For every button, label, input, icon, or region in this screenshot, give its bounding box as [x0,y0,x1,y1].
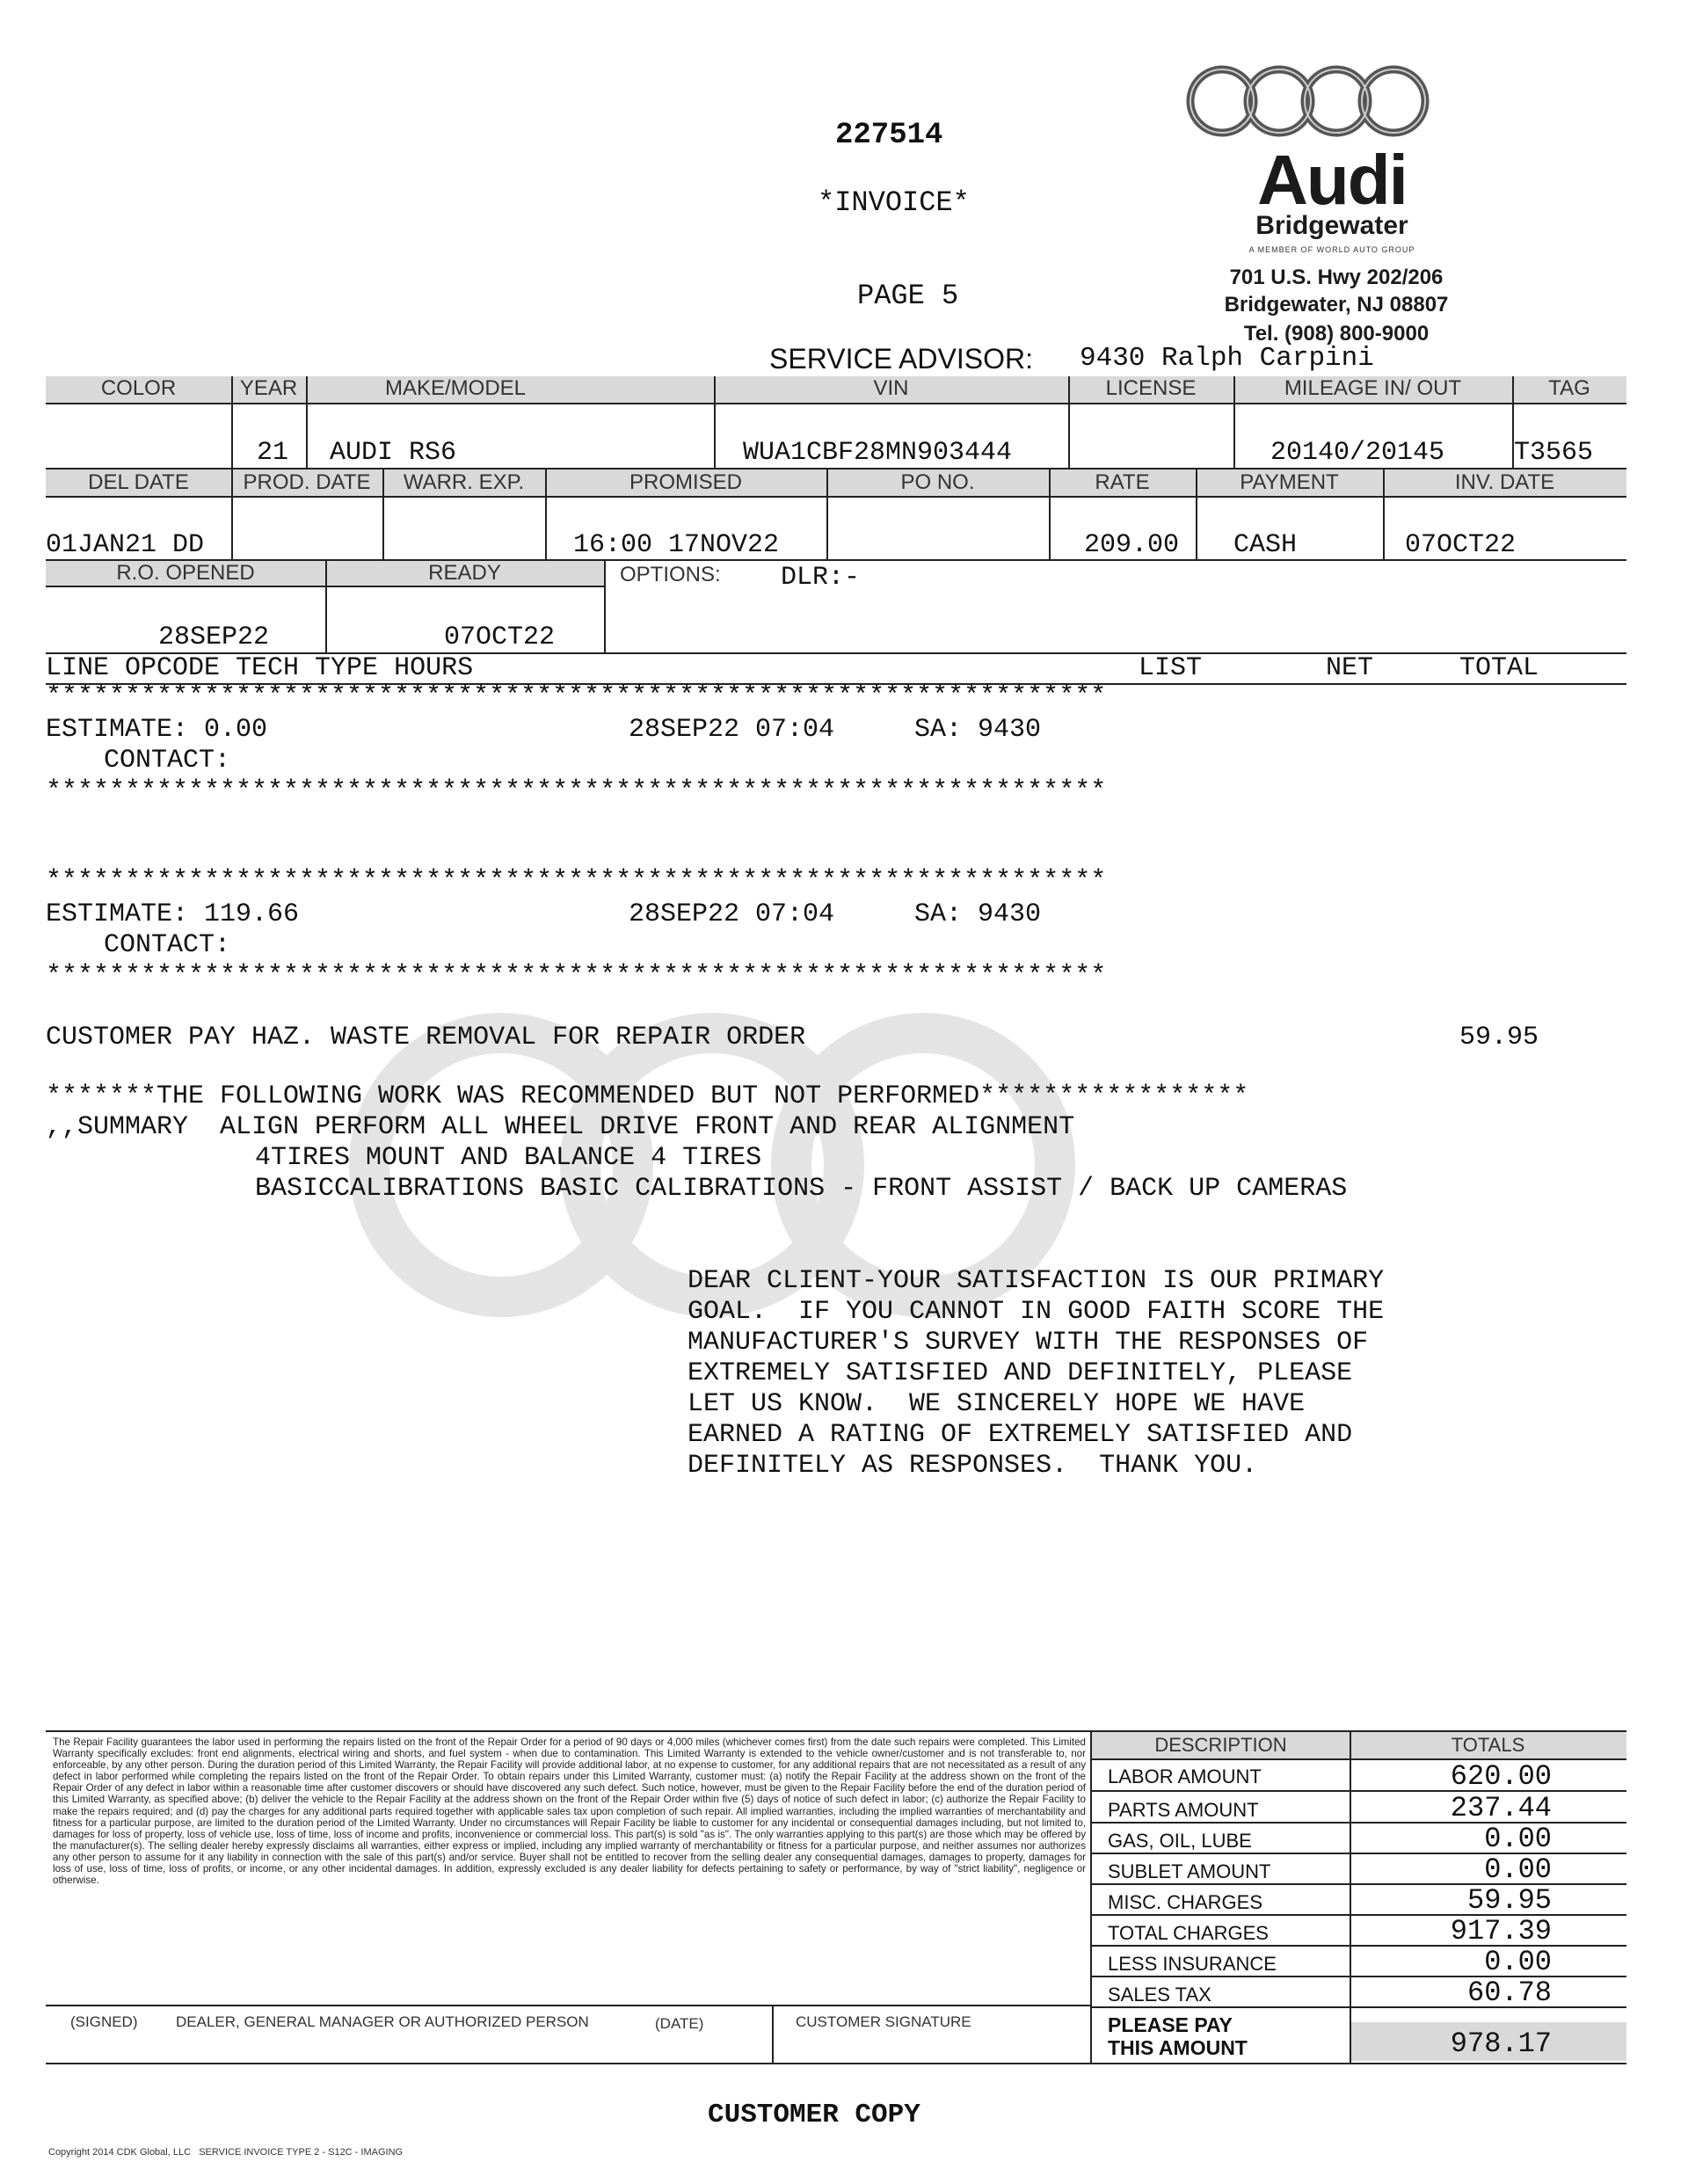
invoice-title: *INVOICE* [818,186,970,219]
estimate1-label: ESTIMATE: 0.00 [46,715,268,745]
header-year: YEAR [239,376,298,400]
page-number: PAGE 5 [857,280,959,312]
message-line: DEAR CLIENT-YOUR SATISFACTION IS OUR PRIMARY [688,1266,1385,1296]
misc-charges-label: MISC. CHARGES [1108,1891,1263,1913]
gas-oil-lube-label: GAS, OIL, LUBE [1108,1830,1252,1852]
message-line: DEFINITELY AS RESPONSES. THANK YOU. [688,1451,1258,1481]
audi-rings-logo [1182,62,1437,141]
this-amount-label: THIS AMOUNT [1108,2036,1248,2059]
header-options: OPTIONS: [620,563,721,586]
separator-stars: ******************************************************************* [46,681,1107,711]
column-header-left: LINE OPCODE TECH TYPE HOURS [46,653,474,683]
payment-value: CASH [1233,530,1298,560]
promised-value: 16:00 17NOV22 [573,530,780,560]
rate-value: 209.00 [1084,530,1180,560]
options-value: DLR:- [781,563,861,593]
please-pay-label: PLEASE PAY [1108,2013,1233,2036]
misc-charges-value: 59.95 [1466,1884,1552,1917]
header-rate: RATE [1095,470,1150,494]
message-line: EXTREMELY SATISFIED AND DEFINITELY, PLEASE [688,1358,1353,1388]
copyright-line: Copyright 2014 CDK Global, LLC SERVICE INVOICE TYPE 2 - S12C - IMAGING [48,2147,404,2158]
vehicle-tag: T3565 [1514,438,1594,468]
labor-amount-value: 620.00 [1450,1760,1552,1793]
message-line: GOAL. IF YOU CANNOT IN GOOD FAITH SCORE THE [688,1297,1385,1327]
customer-signature-label: CUSTOMER SIGNATURE [796,2013,971,2030]
haz-waste-line: CUSTOMER PAY HAZ. WASTE REMOVAL FOR REPAIR ORDER [46,1023,806,1052]
header-ro-opened: R.O. OPENED [116,561,255,585]
dealer-tagline: A MEMBER OF WORLD AUTO GROUP [1248,245,1415,254]
header-warr-exp: WARR. EXP. [403,470,525,494]
less-insurance-label: LESS INSURANCE [1108,1953,1277,1975]
vehicle-make-model: AUDI RS6 [330,438,457,468]
header-license: LICENSE [1105,376,1197,400]
totals-totals-header: TOTALS [1451,1734,1525,1756]
header-mileage: MILEAGE IN/ OUT [1284,376,1462,400]
header-vin: VIN [873,376,909,400]
limited-warranty-text: The Repair Facility guarantees the labor used in performing the repairs listed on the front of the Repair Order for a period of 90 days or 4,000 miles (whichever comes first) from the date such repairs were completed. This Limited Warranty specifically excludes: front end alignments, electrical wiring and shorts, and fuel system - when due to contamination. This Limited Warranty is extended to the vehicle owner/customer and is not transferable to, nor enforceable, by any other person. During the duration period of this Limited Warranty, the Repair Facility will provide additional labor, at no expense to customer, for any additional repairs that are not necessitated as a result of any defect in labor performed while completing the repairs listed on the front of the Repair Order. To obtain repairs under this Limited Warranty, customer must: (a) notify the Repair Facility at the address shown on the front of the Repair Order of any defect in labor within a reasonable time after customer discovers or should have discovered any such defect. Such notice, however, must be given to the Repair Facility before the end of the duration period of this Limited Warranty, as specified above; (b) deliver the vehicle to the Repair Facility at the address shown on the front of the Repair Order within five (5) days of notice of such defect in labor; (c) authorize the Repair Facility to make the repairs required; and (d) pay the charges for any additional parts required together with applicable sales tax upon completion of such repair. All implied warranties, including the implied warranties of merchantability and fitness for a particular purpose, are limited to the duration period of the Limited Warranty. Under no circumstances will Repair Facility be liable to customer for any incidental or consequential damages including, but not limited to, damages for loss of property, loss of vehicle use, loss of time, loss of income and profits, inconvenience or commercial loss. This part(s) is sold "as is". The only warranties applying to this part(s) are those which may be offered by the manufacturer(s). The selling dealer hereby expressly disclaims all warranties, either express or implied, including any implied warranty of merchantability or fitness for a particular purpose, and neither assumes nor authorizes any other person to assume for it any liability in connection with the sale of this part(s) and/or service. Buyer shall not be entitled to recover from the selling dealer any consequential damages, damages to property, damages for loss of use, loss of time, loss of profits, or income, or any other incidental damages. In addition, expressly excluded is any dealer liability for defects pertaining to safety or performance, by way of "strict liability", negligence or otherwise. [53,1736,1086,1887]
header-del-date: DEL DATE [88,470,189,494]
parts-amount-value: 237.44 [1450,1792,1552,1824]
header-inv-date: INV. DATE [1454,470,1555,494]
service-advisor-label: SERVICE ADVISOR: [769,343,1033,375]
labor-amount-label: LABOR AMOUNT [1108,1765,1262,1787]
less-insurance-value: 0.00 [1484,1946,1552,1978]
column-header-list: LIST [1139,653,1203,683]
signed-label: (SIGNED) [70,2013,138,2030]
dealer-phone: Tel. (908) 800-9000 [1243,322,1430,346]
estimate1-sa: SA: 9430 [914,715,1042,745]
ro-opened-value: 28SEP22 [158,622,270,652]
header-promised: PROMISED [629,470,742,494]
service-advisor-value: 9430 Ralph Carpini [1080,343,1374,374]
estimate1-contact: CONTACT: [104,746,231,775]
separator-stars: ******************************************************************* [46,961,1107,991]
totals-description-header: DESCRIPTION [1154,1734,1287,1756]
sales-tax-label: SALES TAX [1108,1984,1211,2006]
message-line: MANUFACTURER'S SURVEY WITH THE RESPONSES OF [688,1328,1369,1358]
date-label: (DATE) [655,2015,704,2032]
header-make-model: MAKE/MODEL [384,376,527,400]
dealer-location: Bridgewater [1255,211,1408,240]
total-charges-label: TOTAL CHARGES [1108,1922,1269,1944]
estimate2-contact: CONTACT: [104,930,231,960]
header-po-no: PO NO. [900,470,975,494]
header-ready: READY [428,561,501,585]
column-header-net: NET [1326,653,1374,683]
recommended-header: *******THE FOLLOWING WORK WAS RECOMMENDED BUT NOT PERFORMED***************** [46,1081,1249,1111]
total-charges-value: 917.39 [1450,1915,1552,1947]
separator-stars: ******************************************************************* [46,866,1107,896]
header-color: COLOR [100,376,177,400]
parts-amount-label: PARTS AMOUNT [1108,1799,1259,1821]
amount-due-value: 978.17 [1450,2027,1552,2060]
vehicle-year: 21 [257,438,289,468]
dealer-signature-label: DEALER, GENERAL MANAGER OR AUTHORIZED PERSON [176,2013,589,2030]
recommended-line-3: BASICCALIBRATIONS BASIC CALIBRATIONS - FRONT ASSIST / BACK UP CAMERAS [255,1174,1348,1204]
header-payment: PAYMENT [1240,470,1339,494]
recommended-line-1: ,,SUMMARY ALIGN PERFORM ALL WHEEL DRIVE FRONT AND REAR ALIGNMENT [46,1112,1075,1142]
sublet-amount-label: SUBLET AMOUNT [1108,1860,1271,1882]
customer-copy-label: CUSTOMER COPY [708,2100,920,2130]
gas-oil-lube-value: 0.00 [1484,1823,1552,1855]
message-line: LET US KNOW. WE SINCERELY HOPE WE HAVE [688,1389,1306,1419]
invoice-number: 227514 [835,119,943,152]
header-tag: TAG [1548,376,1590,400]
dealer-logo-word: Audi [1257,141,1407,219]
del-date-value: 01JAN21 DD [46,530,205,560]
dealer-address-line2: Bridgewater, NJ 08807 [1224,293,1449,317]
inv-date-value: 07OCT22 [1405,530,1517,560]
sales-tax-value: 60.78 [1466,1977,1552,2009]
vehicle-mileage: 20140/20145 [1270,438,1445,468]
separator-stars: ******************************************************************* [46,776,1107,806]
vehicle-vin: WUA1CBF28MN903444 [743,438,1013,468]
ready-value: 07OCT22 [444,622,556,652]
message-line: EARNED A RATING OF EXTREMELY SATISFIED AND [688,1420,1353,1450]
haz-waste-amount: 59.95 [1459,1023,1539,1052]
column-header-total: TOTAL [1459,653,1539,683]
estimate2-label: ESTIMATE: 119.66 [46,899,300,929]
estimate2-stamp: 28SEP22 07:04 [629,899,835,929]
satisfaction-message [688,1235,1384,1512]
dealer-address-line1: 701 U.S. Hwy 202/206 [1229,266,1444,289]
header-prod-date: PROD. DATE [243,470,371,494]
estimate2-sa: SA: 9430 [914,899,1042,929]
sublet-amount-value: 0.00 [1484,1853,1552,1886]
recommended-line-2: 4TIRES MOUNT AND BALANCE 4 TIRES [255,1143,762,1173]
estimate1-stamp: 28SEP22 07:04 [629,715,835,745]
